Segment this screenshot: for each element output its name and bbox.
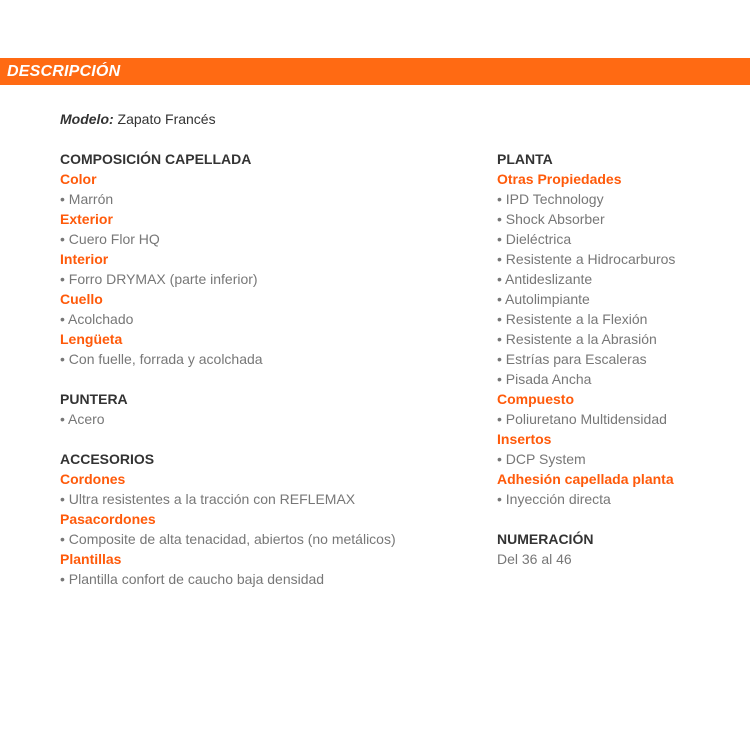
pasacordones-label: Pasacordones <box>60 511 156 527</box>
property-item: • Resistente a la Abrasión <box>497 331 657 347</box>
otras-propiedades-label: Otras Propiedades <box>497 171 622 187</box>
model-label: Modelo: <box>60 111 114 127</box>
property-item: • Autolimpiante <box>497 291 590 307</box>
model-value: Zapato Francés <box>117 111 216 127</box>
property-item: • Shock Absorber <box>497 211 605 227</box>
property-item: • Antideslizante <box>497 271 593 287</box>
property-item: • Pisada Ancha <box>497 371 592 387</box>
accesorios-title: ACCESORIOS <box>60 451 155 467</box>
property-item: • Resistente a Hidrocarburos <box>497 251 676 267</box>
lengueta-label: Lengüeta <box>60 331 123 347</box>
property-item: • Estrías para Escaleras <box>497 351 647 367</box>
planta-title: PLANTA <box>497 151 553 167</box>
adhesion-item: • Inyección directa <box>497 491 611 507</box>
interior-label: Interior <box>60 251 109 267</box>
compuesto-label: Compuesto <box>497 391 574 407</box>
spacer <box>497 510 742 530</box>
spacer <box>60 370 480 390</box>
property-item: • IPD Technology <box>497 191 604 207</box>
lengueta-item: • Con fuelle, forrada y acolchada <box>60 351 263 367</box>
puntera-title: PUNTERA <box>60 391 128 407</box>
compuesto-item: • Poliuretano Multidensidad <box>497 411 667 427</box>
model-line <box>60 110 216 128</box>
numeracion-value: Del 36 al 46 <box>497 551 572 567</box>
insertos-item: • DCP System <box>497 451 586 467</box>
adhesion-label: Adhesión capellada planta <box>497 471 674 487</box>
plantillas-label: Plantillas <box>60 551 122 567</box>
right-column <box>497 150 742 570</box>
color-label: Color <box>60 171 97 187</box>
cordones-item: • Ultra resistentes a la tracción con REFLEMAX <box>60 491 356 507</box>
spacer <box>60 430 480 450</box>
left-column <box>60 150 480 590</box>
cordones-label: Cordones <box>60 471 126 487</box>
cuello-item: • Acolchado <box>60 311 134 327</box>
numeracion-title: NUMERACIÓN <box>497 531 594 547</box>
puntera-item: • Acero <box>60 411 105 427</box>
interior-item: • Forro DRYMAX (parte inferior) <box>60 271 258 287</box>
exterior-label: Exterior <box>60 211 113 227</box>
exterior-item: • Cuero Flor HQ <box>60 231 160 247</box>
color-item: • Marrón <box>60 191 114 207</box>
pasacordones-item: • Composite de alta tenacidad, abiertos (no metálicos) <box>60 531 396 547</box>
section-header-banner <box>0 58 750 85</box>
plantillas-item: • Plantilla confort de caucho baja densidad <box>60 571 325 587</box>
cuello-label: Cuello <box>60 291 103 307</box>
property-item: • Resistente a la Flexión <box>497 311 648 327</box>
section-header-title: DESCRIPCIÓN <box>7 63 121 80</box>
insertos-label: Insertos <box>497 431 552 447</box>
composicion-title: COMPOSICIÓN CAPELLADA <box>60 151 252 167</box>
property-item: • Dieléctrica <box>497 231 572 247</box>
